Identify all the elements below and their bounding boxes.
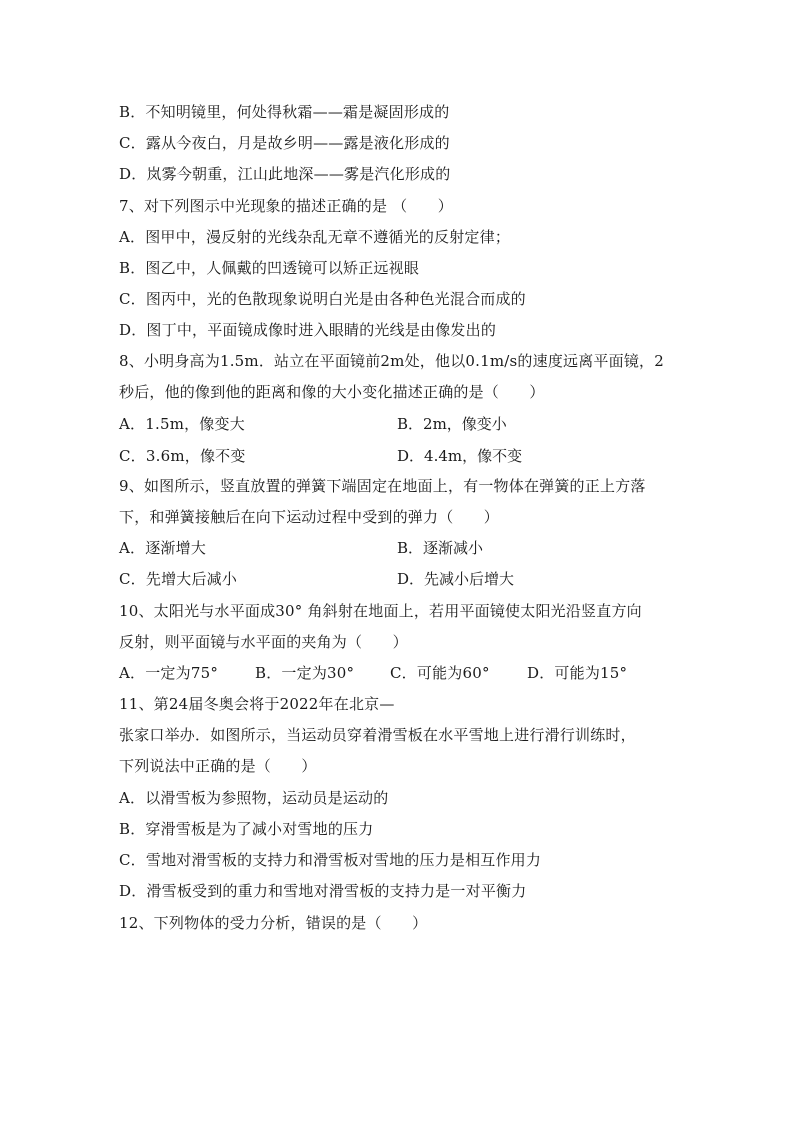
q10-option-b: B．一定为30°: [255, 664, 355, 682]
q8-stem-line-2: 秒后，他的像到他的距离和像的大小变化描述正确的是（ ）: [119, 383, 545, 401]
q7-option-d: D．图丁中，平面镜成像时进入眼睛的光线是由像发出的: [119, 321, 497, 339]
q7-option-c: C．图丙中，光的色散现象说明白光是由各种色光混合而成的: [119, 290, 526, 308]
q12-stem: 12、下列物体的受力分析，错误的是（ ）: [119, 914, 428, 932]
q7-option-b: B．图乙中，人佩戴的凹透镜可以矫正远视眼: [119, 259, 420, 277]
q10-stem-line-1: 10、太阳光与水平面成30° 角斜射在地面上，若用平面镜使太阳光沿竖直方向: [119, 602, 642, 620]
q9-option-d: D．先减小后增大: [397, 570, 515, 588]
q11-stem-line-1: 11、第24届冬奥会将于2022年在北京—: [119, 695, 395, 713]
q6-option-c: C．露从今夜白，月是故乡明——露是液化形成的: [119, 134, 450, 152]
q6-option-b: B．不知明镜里，何处得秋霜——霜是凝固形成的: [119, 103, 450, 121]
q9-option-a: A．逐渐增大: [119, 539, 207, 557]
q11-option-a: A．以滑雪板为参照物，运动员是运动的: [119, 789, 389, 807]
q9-stem-line-2: 下，和弹簧接触后在向下运动过程中受到的弹力（ ）: [119, 508, 500, 526]
q8-stem-line-1: 8、小明身高为1.5m．站立在平面镜前2m处，他以0.1m/s的速度远离平面镜，2: [119, 352, 664, 370]
q10-option-a: A．一定为75°: [119, 664, 219, 682]
q8-option-d: D．4.4m，像不变: [397, 447, 523, 465]
q8-option-b: B．2m，像变小: [397, 415, 507, 433]
q11-option-d: D．滑雪板受到的重力和雪地对滑雪板的支持力是一对平衡力: [119, 882, 527, 900]
q11-option-c: C．雪地对滑雪板的支持力和滑雪板对雪地的压力是相互作用力: [119, 851, 542, 869]
q7-stem: 7、对下列图示中光现象的描述正确的是 （ ）: [119, 197, 453, 215]
q7-option-a: A．图甲中，漫反射的光线杂乱无章不遵循光的反射定律；: [119, 228, 511, 246]
q10-option-c: C．可能为60°: [390, 664, 490, 682]
q8-option-a: A．1.5m，像变大: [119, 415, 245, 433]
q6-option-d: D．岚雾今朝重，江山此地深——雾是汽化形成的: [119, 165, 451, 183]
q9-option-c: C．先增大后减小: [119, 570, 238, 588]
q10-stem-line-2: 反射，则平面镜与水平面的夹角为（ ）: [119, 633, 408, 651]
q10-option-d: D．可能为15°: [527, 664, 628, 682]
q9-stem-line-1: 9、如图所示，竖直放置的弹簧下端固定在地面上，有一物体在弹簧的正上方落: [119, 477, 646, 495]
q8-option-c: C．3.6m，像不变: [119, 447, 246, 465]
q11-option-b: B．穿滑雪板是为了减小对雪地的压力: [119, 820, 374, 838]
q11-stem-line-2: 张家口举办．如图所示，当运动员穿着滑雪板在水平雪地上进行滑行训练时，: [119, 726, 636, 744]
q9-option-b: B．逐渐减小: [397, 539, 484, 557]
q11-stem-line-3: 下列说法中正确的是（ ）: [119, 757, 317, 775]
